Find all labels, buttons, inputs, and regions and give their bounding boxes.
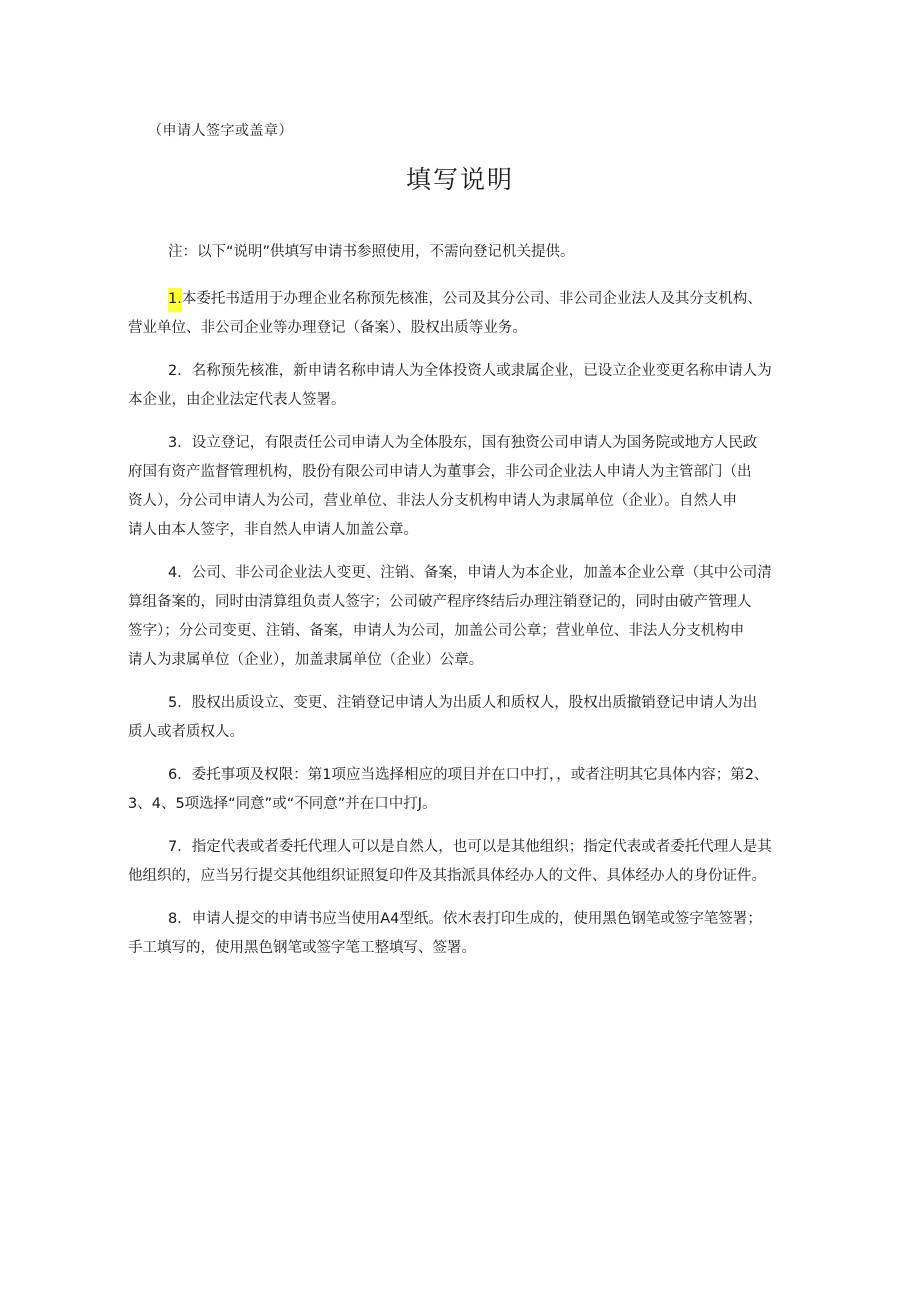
instruction-text-4: 公司、非公司企业法人变更、注销、备案，申请人为本企业，加盖本企业公章（其中公司清 算组备案的，同时由清算组负责人签字；公司破产程序终结后办理注销登记的，同时由破产管理人 签字）；分公司变更、注销、备案，申请人为公司，加盖公司公章；营业单位、非法人分支机构申 请人为隶属单位（企业），加盖隶属单位（企业）公章。 <box>128 565 772 668</box>
instruction-list <box>128 285 804 977</box>
instruction-number-3: 3． <box>168 435 192 451</box>
instruction-number-7: 7． <box>168 839 192 855</box>
instruction-number-4: 4． <box>168 565 192 581</box>
instruction-item-4 <box>128 559 804 675</box>
instruction-number-5: 5． <box>168 695 192 711</box>
instruction-item-7 <box>128 833 804 891</box>
instruction-text-1: 本委托书适用于办理企业名称预先核准，公司及其分公司、非公司企业法人及其分支机构、 营业单位、非公司企业等办理登记（备案）、股权出质等业务。 <box>128 291 762 336</box>
instruction-item-3 <box>128 429 804 545</box>
instruction-item-8 <box>128 905 804 963</box>
instruction-text-2: 名称预先核准，新申请名称申请人为全体投资人或隶属企业，已设立企业变更名称申请人为 本企业，由企业法定代表人签署。 <box>128 363 772 408</box>
instruction-number-8: 8． <box>168 911 192 927</box>
document-title: 填写说明 <box>405 165 514 194</box>
instruction-item-5 <box>128 689 804 747</box>
instruction-item-2 <box>128 357 804 415</box>
instruction-number-1: 1. <box>168 288 182 312</box>
instruction-number-2: 2． <box>168 363 192 379</box>
usage-note: 注：以下“说明”供填写申请书参照使用，不需向登记机关提供。 <box>168 244 575 260</box>
signature-note: （申请人签字或盖章） <box>148 123 293 139</box>
instruction-text-8: 申请人提交的申请书应当使用A4型纸。依木表打印生成的，使用黑色钢笔或签字笔签署； 手工填写的，使用黑色钢笔或签字笔工整填写、签署。 <box>128 911 762 956</box>
instruction-text-7: 指定代表或者委托代理人可以是自然人，也可以是其他组织；指定代表或者委托代理人是其 他组织的，应当另行提交其他组织证照复印件及其指派具体经办人的文件、具体经办人的身份证件。 <box>128 839 772 884</box>
instruction-item-1 <box>128 285 804 343</box>
instruction-number-6: 6． <box>168 767 192 783</box>
instruction-item-6 <box>128 761 804 819</box>
instruction-text-3: 设立登记，有限责任公司申请人为全体股东，国有独资公司申请人为国务院或地方人民政 府国有资产监督管理机构，股份有限公司申请人为董事会，非公司企业法人申请人为主管部门（出 资人），分公司申请人为公司，营业单位、非法人分支机构申请人为隶属单位（企业）。自然人申 请人由本人签字，非自然人申请人加盖公章。 <box>128 435 758 538</box>
instruction-text-6: 委托事项及权限：第1项应当选择相应的项目并在口中打，，或者注明其它具体内容；第2、 3、4、5项选择“同意”或“不同意”并在口中打J。 <box>128 767 769 812</box>
instruction-text-5: 股权出质设立、变更、注销登记申请人为出质人和质权人，股权出质撤销登记申请人为出 质人或者质权人。 <box>128 695 758 740</box>
